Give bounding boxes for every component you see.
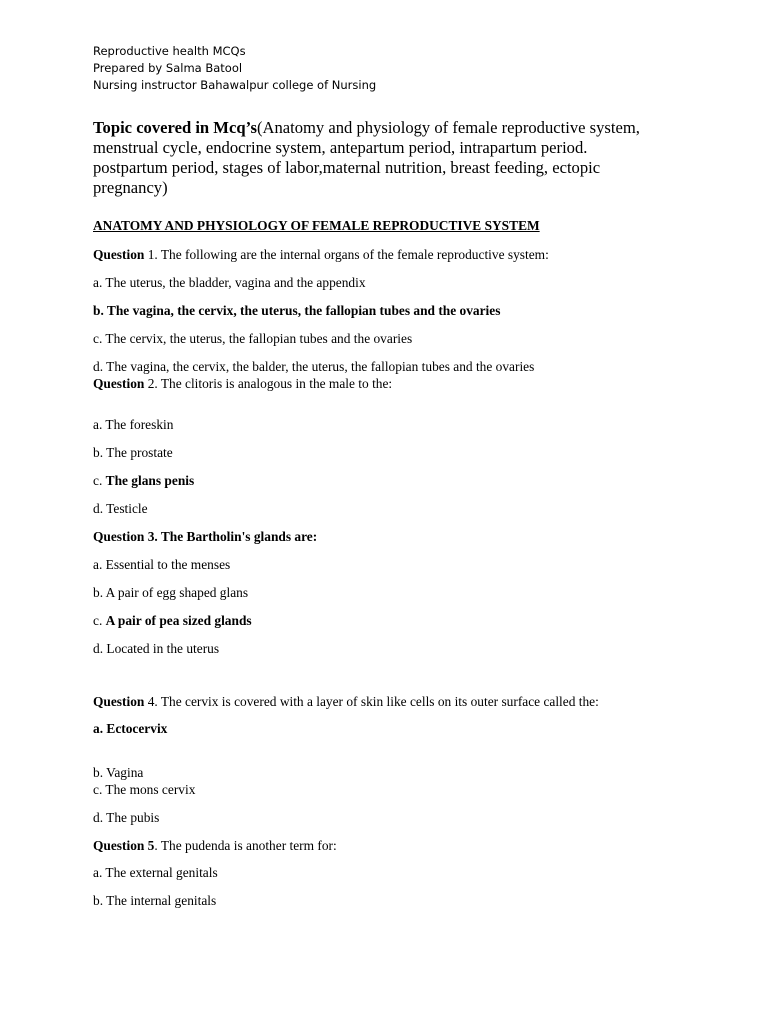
question-4-option-a-answer: a. Ectocervix	[93, 721, 168, 736]
question-5-option-a: a. The external genitals	[93, 865, 218, 880]
header-author: Prepared by Salma Batool	[93, 61, 243, 75]
question-2-option-d: d. Testicle	[93, 501, 148, 516]
option-prefix: c.	[93, 473, 106, 488]
question-label: Question	[93, 247, 145, 262]
option-prefix: c.	[93, 613, 106, 628]
question-1-option-c: c. The cervix, the uterus, the fallopian tubes and the ovaries	[93, 331, 413, 346]
topic-label: Topic covered in Mcq’s	[93, 118, 257, 137]
question-text: 2. The clitoris is analogous in the male to the:	[144, 376, 393, 391]
question-3-option-a: a. Essential to the menses	[93, 557, 231, 572]
question-4-option-b: b. Vagina	[93, 765, 144, 780]
question-2-option-b: b. The prostate	[93, 445, 173, 460]
header-title: Reproductive health MCQs	[93, 44, 246, 58]
question-4	[93, 694, 599, 710]
question-text: . The pudenda is another term for:	[154, 838, 337, 853]
topic-paragraph	[93, 118, 653, 198]
topic-text: (Anatomy and physiology of female reproductive system, menstrual cycle, endocrine system, antepartum period, intrapartum period. postpartum period, stages of labor,maternal nutrition, breast feeding, ectopic pregnancy)	[93, 118, 640, 197]
question-text: 1. The following are the internal organs of the female reproductive system:	[144, 247, 549, 262]
question-2-option-c-answer	[93, 473, 194, 489]
question-4-option-c: c. The mons cervix	[93, 782, 196, 797]
question-label: Question	[93, 376, 145, 391]
question-5	[93, 838, 337, 854]
option-answer: A pair of pea sized glands	[105, 613, 252, 628]
question-3-option-d: d. Located in the uterus	[93, 641, 220, 656]
question-1-option-d: d. The vagina, the cervix, the balder, the uterus, the fallopian tubes and the ovaries	[93, 359, 535, 374]
question-label: Question	[93, 694, 145, 709]
question-3-option-b: b. A pair of egg shaped glans	[93, 585, 249, 600]
question-1	[93, 247, 549, 263]
question-text: 4. The cervix is covered with a layer of skin like cells on its outer surface called the:	[144, 694, 599, 709]
question-4-option-d: d. The pubis	[93, 810, 160, 825]
question-2-option-a: a. The foreskin	[93, 417, 174, 432]
question-2	[93, 376, 392, 392]
question-3-option-c-answer	[93, 613, 252, 629]
question-label: Question 5	[93, 838, 155, 853]
question-1-option-b-answer: b. The vagina, the cervix, the uterus, the fallopian tubes and the ovaries	[93, 303, 501, 318]
question-label: Question	[93, 529, 145, 544]
question-1-option-a: a. The uterus, the bladder, vagina and the appendix	[93, 275, 366, 290]
question-3	[93, 529, 317, 545]
section-heading: ANATOMY AND PHYSIOLOGY OF FEMALE REPRODUCTIVE SYSTEM	[93, 218, 540, 233]
question-5-option-b: b. The internal genitals	[93, 893, 217, 908]
option-answer: The glans penis	[105, 473, 195, 488]
header-affiliation: Nursing instructor Bahawalpur college of Nursing	[93, 78, 377, 92]
question-text: 3. The Bartholin's glands are:	[144, 529, 318, 544]
